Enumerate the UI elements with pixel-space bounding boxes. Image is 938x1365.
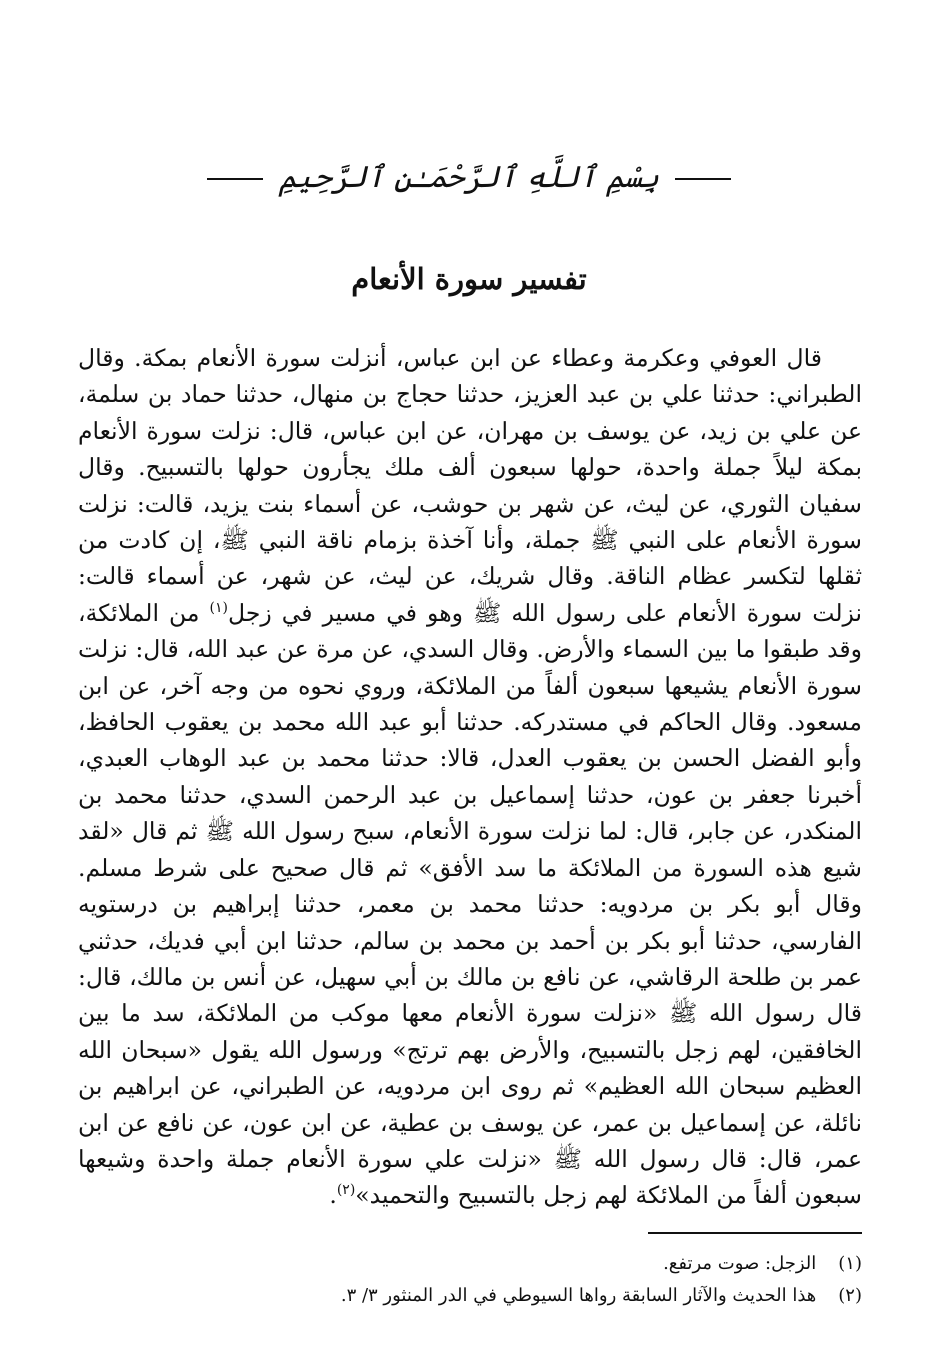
paragraph-end: . [329, 1181, 337, 1210]
footnote-divider [648, 1232, 862, 1234]
surah-title: تفسير سورة الأنعام [351, 262, 587, 296]
footnote-1-number: (١) [838, 1253, 862, 1274]
main-text [78, 340, 862, 1214]
footnote-ref-2[interactable]: (٢) [336, 1182, 356, 1199]
footnote-2-number: (٢) [838, 1285, 862, 1306]
paragraph-part-1: قال العوفي وعكرمة وعطاء عن ابن عباس، أنزلت سورة الأنعام بمكة. وقال الطبراني: حدثنا علي بن عبد العزيز، حدثنا حجاج بن منهال، حدثنا حماد بن سلمة، عن علي بن زيد، عن يوسف بن مهران، عن ابن عباس، قال: نزلت سورة الأنعام بمكة ليلاً جملة واحدة، حولها سبعون ألف ملك يجأرون حولها بالتسبيح. وقال سفيان الثوري، عن ليث، عن شهر بن حوشب، عن أسماء بنت يزيد، قالت: نزلت سورة الأنعام على النبي ﷺ جملة، وأنا آخذة بزمام ناقة النبي ﷺ، إن كادت من ثقلها لتكسر عظام الناقة. وقال شريك، عن ليث، عن شهر، عن أسماء قالت: نزلت سورة الأنعام على رسول الله ﷺ وهو في مسير في زجل [78, 344, 863, 627]
basmala-text: بِسْمِ ٱللَّهِ ٱلرَّحْمَـٰنِ ٱلرَّحِيمِ [278, 160, 660, 195]
paragraph-part-2: من الملائكة، وقد طبقوا ما بين السماء والأرض. وقال السدي، عن مرة عن عبد الله، قال: نزلت سورة الأنعام يشيعها سبعون ألفاً من الملائكة، وروي نحوه من وجه آخر، عن ابن مسعود. وقال الحاكم في مستدركه. حدثنا أبو عبد الله محمد بن يعقوب الحافظ، وأبو الفضل الحسن بن يعقوب العدل، قالا: حدثنا محمد بن عبد الوهاب العبدي، أخبرنا جعفر بن عون، حدثنا إسماعيل بن عبد الرحمن السدي، حدثنا محمد بن المنكدر، عن جابر، قال: لما نزلت سورة الأنعام، سبح رسول الله ﷺ ثم قال «لقد شيع هذه السورة من الملائكة ما سد الأفق» ثم قال صحيح على شرط مسلم. وقال أبو بكر بن مردويه: حدثنا محمد بن معمر، حدثنا إبراهيم بن درستويه الفارسي، حدثنا أبو بكر بن أحمد بن محمد بن سالم، حدثنا ابن أبي فديك، حدثني عمر بن طلحة الرقاشي، عن نافع بن مالك بن أبي سهيل، عن أنس بن مالك، قال: قال رسول الله ﷺ «نزلت سورة الأنعام معها موكب من الملائكة، سد ما بين الخافقين، لهم زجل بالتسبيح، والأرض بهم ترتج» ورسول الله يقول «سبحان الله العظيم سبحان الله العظيم» ثم روى ابن مردويه، عن الطبراني، عن ابراهيم بن نائلة، عن إسماعيل بن عمر، عن يوسف بن عطية، عن ابن عون، عن نافع عن ابن عمر، قال: قال رسول الله ﷺ «نزلت علي سورة الأنعام جملة واحدة وشيعها سبعون ألفاً من الملائكة لهم زجل بالتسبيح والتحميد» [78, 598, 862, 1210]
footnote-1-text: الزجل: صوت مرتفع. [663, 1253, 817, 1274]
footnote-ref-1[interactable]: (١) [209, 600, 229, 617]
footnote-1 [78, 1248, 862, 1280]
basmala-ornament-left [207, 178, 263, 180]
basmala-ornament-right [675, 178, 731, 180]
footnote-2-text: هذا الحديث والآثار السابقة رواها السيوطي في الدر المنثور ٣/ ٣. [340, 1285, 817, 1306]
basmala-header [0, 160, 938, 195]
footnote-2 [78, 1280, 862, 1312]
main-paragraph [78, 340, 862, 1214]
footnotes [78, 1248, 862, 1312]
